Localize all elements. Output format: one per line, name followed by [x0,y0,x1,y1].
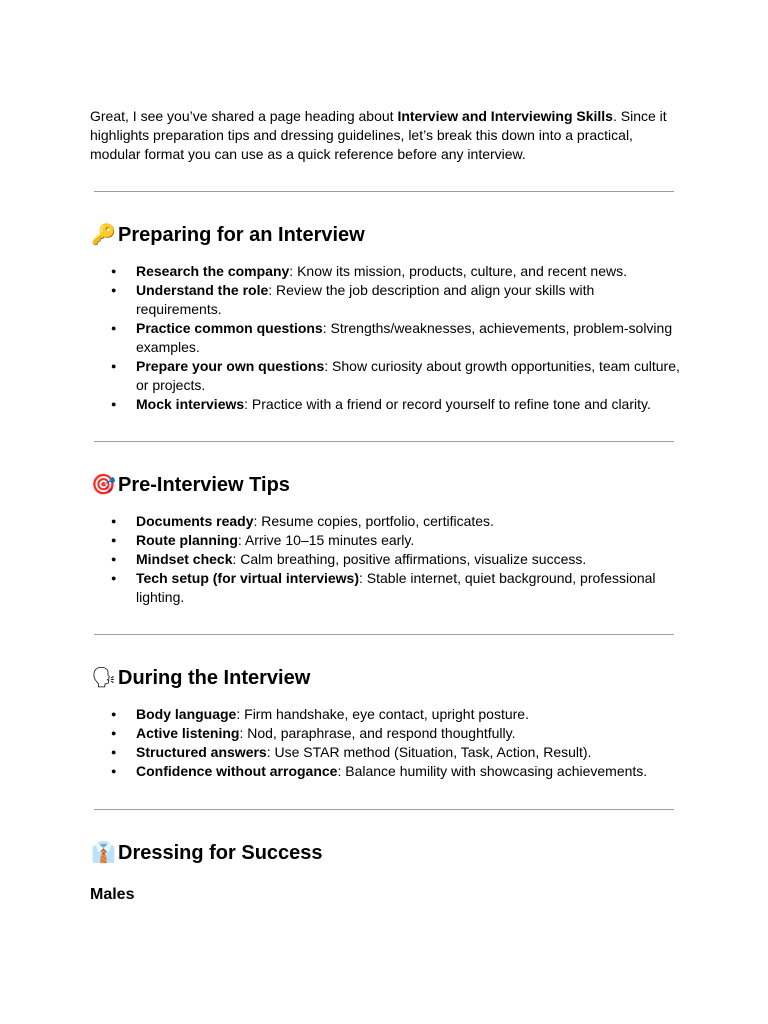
item-label: Tech setup (for virtual interviews) [136,570,360,586]
list-item [90,569,680,607]
section-title: Preparing for an Interview [118,224,365,246]
intro-text-bold: Interview and Interviewing Skills [397,108,613,124]
list-item [90,319,680,357]
item-label: Practice common questions [136,320,323,336]
item-label: Documents ready [136,513,254,529]
item-label: Active listening [136,725,240,741]
item-text: : Practice with a friend or record yourself to refine tone and clarity. [244,396,651,412]
item-label: Route planning [136,532,238,548]
item-text: : Resume copies, portfolio, certificates. [253,513,494,529]
item-text: : Use STAR method (Situation, Task, Action, Result). [266,744,592,760]
list-item [90,705,680,724]
bullet-list-pre-interview [90,512,680,607]
item-label: Body language [136,706,237,722]
item-text: : Nod, paraphrase, and respond thoughtfully. [239,725,516,741]
item-text: : Strengths/weaknesses, achievements, problem-solving examples. [136,320,673,355]
section-heading-preparing [90,223,680,247]
list-item [90,357,680,395]
subheading-males: Males [90,886,135,903]
intro-text-pre: Great, I see you’ve shared a page heading about [90,108,398,124]
section-heading-pre-interview [90,473,680,497]
target-icon: 🎯 [91,474,116,496]
item-label: Mindset check [136,551,233,567]
item-label: Mock interviews [136,396,245,412]
speaking-head-icon: 🗣 [91,667,117,689]
item-text: : Calm breathing, positive affirmations, visualize success. [232,551,587,567]
list-item [90,743,680,762]
item-text: : Stable internet, quiet background, professional lighting. [136,570,656,605]
item-text: : Arrive 10–15 minutes early. [237,532,415,548]
intro-text-post: . Since it highlights preparation tips and dressing guidelines, let’s break this down into a practical, modular format you can use as a quick reference before any interview. [90,108,667,162]
divider [94,441,674,442]
divider [94,809,674,810]
item-label: Confidence without arrogance [136,763,338,779]
necktie-icon: 👔 [91,842,116,864]
item-text: : Show curiosity about growth opportunities, team culture, or projects. [136,358,680,393]
item-label: Structured answers [136,744,267,760]
item-text: : Review the job description and align your skills with requirements. [136,282,595,317]
list-item [90,512,680,531]
item-text: : Know its mission, products, culture, and recent news. [289,263,628,279]
list-item [90,550,680,569]
section-heading-during [90,666,680,690]
list-item [90,395,680,414]
bullet-list-during [90,705,680,781]
intro-paragraph [90,107,680,164]
section-title: Dressing for Success [118,842,323,864]
item-label: Understand the role [136,282,269,298]
key-icon: 🔑 [91,224,116,246]
list-item [90,724,680,743]
list-item [90,531,680,550]
divider [94,191,674,192]
item-text: : Firm handshake, eye contact, upright posture. [236,706,529,722]
section-title: Pre-Interview Tips [118,474,290,496]
divider [94,634,674,635]
bullet-list-preparing [90,262,680,414]
item-label: Prepare your own questions [136,358,325,374]
section-heading-dressing [90,841,680,865]
section-title: During the Interview [118,667,311,689]
list-item [90,762,680,781]
item-text: : Balance humility with showcasing achievements. [337,763,648,779]
list-item [90,262,680,281]
list-item [90,281,680,319]
item-label: Research the company [136,263,290,279]
document-page [90,107,680,905]
